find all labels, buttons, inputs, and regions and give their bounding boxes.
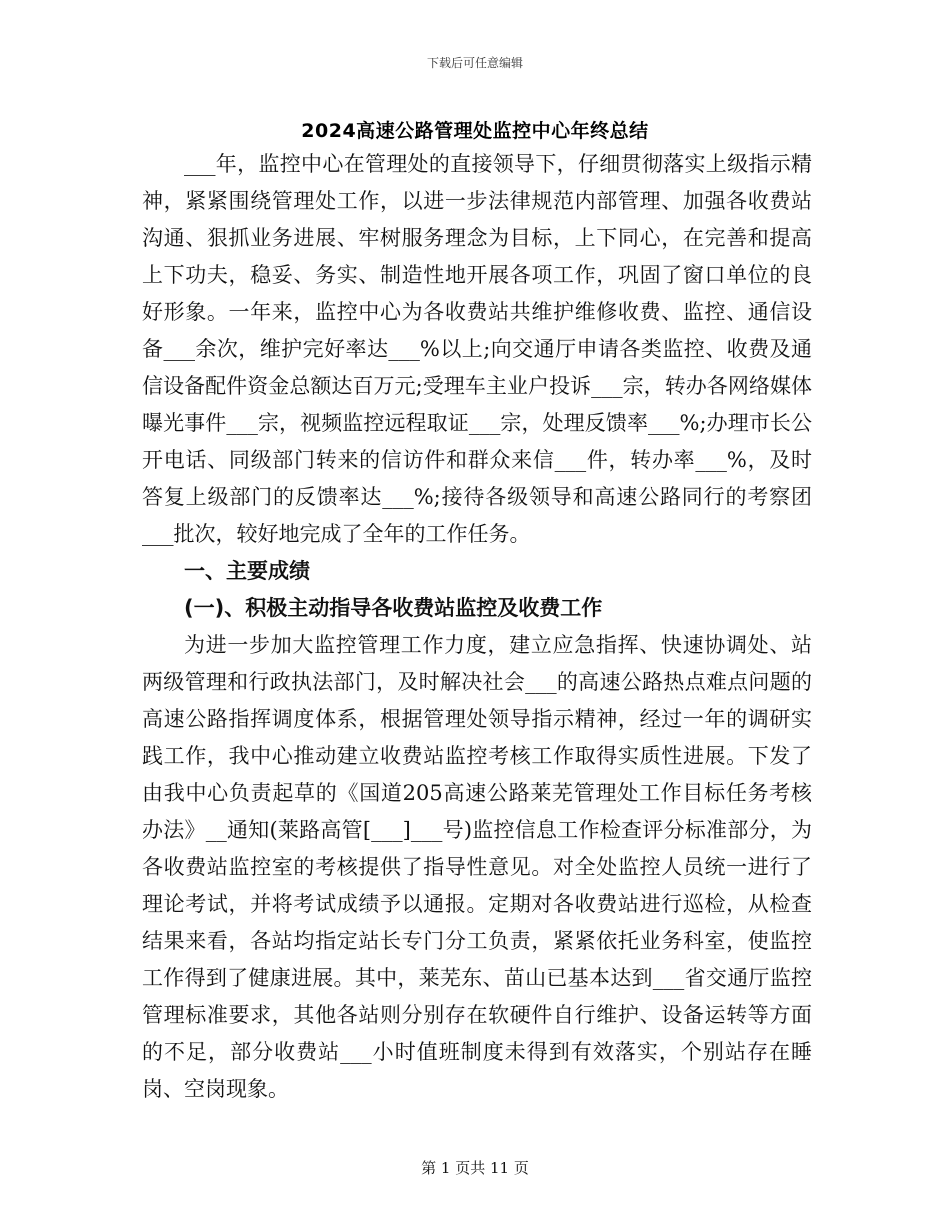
subsection-heading: (一)、积极主动指导各收费站监控及收费工作 (184, 596, 603, 620)
intro-paragraph: ___年，监控中心在管理处的直接领导下，仔细贯彻落实上级指示精神，紧紧围绕管理处工作，以进一步法律规范内部管理、加强各收费站沟通、狠抓业务进展、牢树服务理念为目标，上下同心，在完善和提高上下功夫，稳妥、务实、制造性地开展各项工作，巩固了窗口单位的良好形象。一年来，监控中心为各收费站共维护维修收费、监控、通信设备___余次，维护完好率达___%以上;向交通厅申请各类监控、收费及通信设备配件资金总额达百万元;受理车主业户投诉___宗，转办各网络媒体曝光事件___宗，视频监控远程取证___宗，处理反馈率___%;办理市长公开电话、同级部门转来的信访件和群众来信___件，转办率___%，及时答复上级部门的反馈率达___%;接待各级领导和高速公路同行的考察团___批次，较好地完成了全年的工作任务。 (142, 152, 812, 546)
page-number: 第 1 页共 11 页 (421, 1159, 529, 1177)
body-paragraph: 为进一步加大监控管理工作力度，建立应急指挥、快速协调处、站两级管理和行政执法部门，及时解决社会___的高速公路热点难点问题的高速公路指挥调度体系，根据管理处领导指示精神，经过一年的调研实践工作，我中心推动建立收费站监控考核工作取得实质性进展。下发了由我中心负责起草的《国道205高速公路莱芜管理处工作目标任务考核办法》__通知(莱路高管[___]___号)监控信息工作检查评分标准部分，为各收费站监控室的考核提供了指导性意见。对全处监控人员统一进行了理论考试，并将考试成绩予以通报。定期对各收费站进行巡检，从检查结果来看，各站均指定站长专门分工负责，紧紧依托业务科室，使监控工作得到了健康进展。其中，莱芜东、苗山已基本达到___省交通厅监控管理标准要求，其他各站则分别存在软硬件自行维护、设备运转等方面的不足，部分收费站___小时值班制度未得到有效落实，个别站存在睡岗、空岗现象。 (142, 633, 812, 1101)
header-note: 下载后可任意编辑 (426, 56, 523, 70)
section-heading: 一、主要成绩 (184, 559, 310, 583)
document-title: 2024高速公路管理处监控中心年终总结 (301, 120, 649, 142)
document-body (142, 146, 812, 1108)
